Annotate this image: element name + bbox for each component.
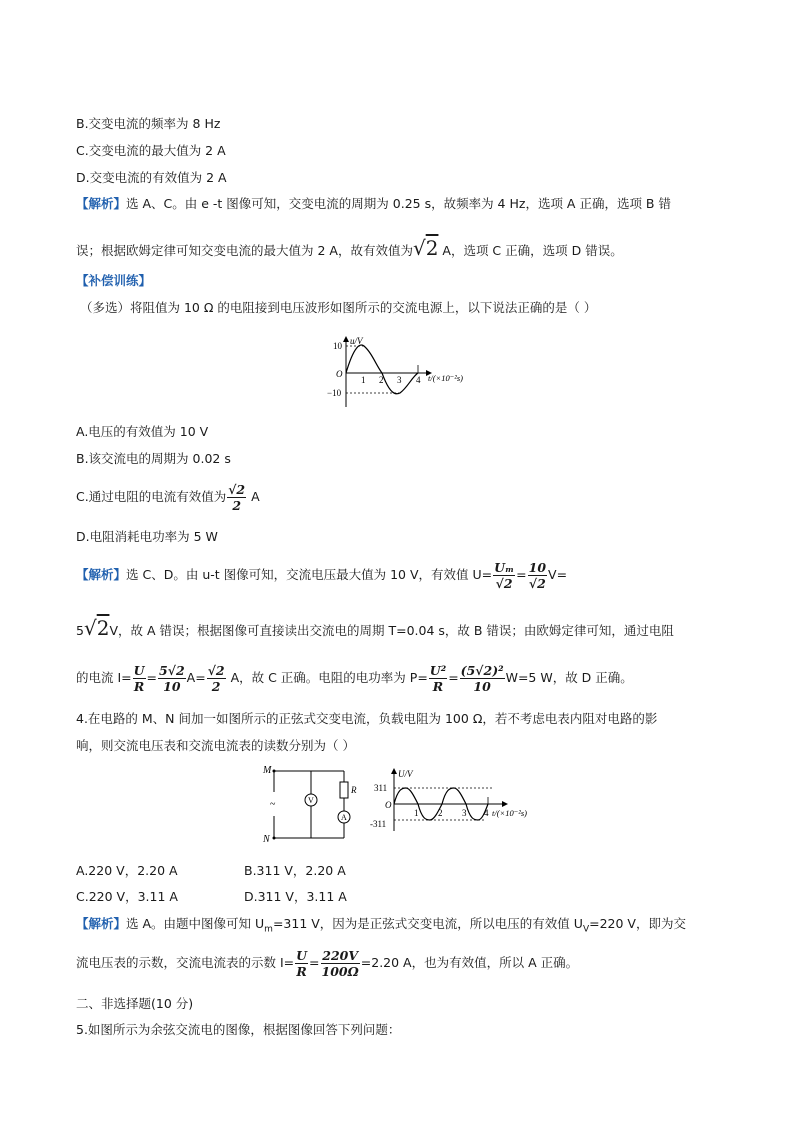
- graph-ymax: 10: [333, 341, 342, 351]
- graph-origin: O: [336, 369, 343, 379]
- fraction: $\frac{5√2}{10}$: [159, 663, 185, 694]
- section-title: 二、非选择题(10 分): [76, 996, 194, 1011]
- q4-option-a: A.220 V，2.20 A: [76, 863, 178, 878]
- q4-option-b: B.311 V，2.20 A: [244, 863, 346, 878]
- comp-analysis-line-3: 的电流 I= $\frac{U}{R}$ = $\frac{5√2}{10}$ A= $\frac{√2}{2}$ A，故 C 正确。电阻的电功率为 P= $\frac{\text{U²}}{R}$ = $\frac{\text{(5√2)²}}{10}$ W=5 W，故 D 正确。: [76, 663, 633, 694]
- q4-option-c: C.220 V，3.11 A: [76, 889, 178, 904]
- graph-ylabel: u/V: [350, 336, 363, 346]
- ammeter-icon: A: [341, 813, 347, 822]
- fraction: $\frac{√2}{2}$: [228, 482, 246, 513]
- terminal-n: N: [263, 834, 270, 844]
- option-d: D.交变电流的有效值为 2 A: [76, 170, 227, 185]
- graph-tick: 2: [379, 375, 384, 385]
- q4-stem-line-1: 4.在电路的 M、N 间加一如图所示的正弦式交变电流，负载电阻为 100 Ω，若不考虑电表内阻对电路的影: [76, 711, 658, 726]
- section-header-compensation: 【补偿训练】: [76, 273, 152, 288]
- ac-source-symbol: ~: [270, 799, 276, 810]
- q4-option-d: D.311 V，3.11 A: [244, 889, 347, 904]
- graph-origin: O: [385, 800, 392, 810]
- option-b: B.交变电流的频率为 8 Hz: [76, 116, 221, 131]
- graph-tick: 3: [462, 808, 467, 818]
- analysis-line-1: 【解析】选 A、C。由 e -t 图像可知，交变电流的周期为 0.25 s，故频率为 4 Hz，选项 A 正确，选项 B 错: [76, 196, 671, 211]
- fraction: $\frac{\text{U²}}{R}$: [429, 663, 447, 694]
- q4-stem-line-2: 响，则交流电压表和交流电流表的读数分别为（ ）: [76, 738, 355, 753]
- comp-stem: （多选）将阻值为 10 Ω 的电阻接到电压波形如图所示的交流电源上，以下说法正确的是（ ）: [80, 300, 597, 315]
- fraction: $\frac{U}{R}$: [133, 663, 145, 694]
- graph-tick: 3: [397, 375, 402, 385]
- graph-ylabel: U/V: [398, 769, 413, 779]
- comp-analysis-line-2: 5√2V，故 A 错误；根据图像可直接读出交流电的周期 T=0.04 s，故 B 错误；由欧姆定律可知，通过电阻: [76, 616, 674, 640]
- graph-xlabel: t/(×10⁻²s): [492, 808, 527, 818]
- analysis-line-2: 误；根据欧姆定律可知交变电流的最大值为 2 A，故有效值为√2 A，选项 C 正确，选项 D 错误。: [76, 236, 623, 260]
- graph-ymin: -311: [370, 819, 387, 829]
- fraction: $\frac{U}{R}$: [296, 948, 308, 979]
- graph-tick: 1: [361, 375, 366, 385]
- fraction: $\frac{10}{√2}$: [528, 560, 547, 591]
- graph-tick: 4: [484, 808, 489, 818]
- comp-analysis-line-1: 【解析】选 C、D。由 u-t 图像可知，交流电压最大值为 10 V，有效值 U= $\frac{\text{Uₘ}}{√2}$ = $\frac{10}{√2}$ V=: [76, 560, 568, 591]
- sqrt-symbol: √: [412, 236, 426, 260]
- graph-ymax: 311: [374, 783, 388, 793]
- fraction: $\frac{√2}{2}$: [207, 663, 225, 694]
- voltmeter-icon: V: [308, 796, 314, 805]
- graph-ymin: −10: [327, 388, 342, 398]
- graph-xlabel: t/(×10⁻²s): [428, 373, 463, 383]
- terminal-m: M: [263, 765, 272, 776]
- comp-option-c: C.通过电阻的电流有效值为 $\frac{√2}{2}$ A: [76, 482, 260, 513]
- comp-option-a: A.电压的有效值为 10 V: [76, 424, 209, 439]
- q4-analysis-line-2: 流电压表的示数，交流电流表的示数 I= $\frac{U}{R}$ = $\frac{220V}{100\Omega}$ =2.20 A，也为有效值，所以 A 正确。: [76, 948, 579, 979]
- comp-option-d: D.电阻消耗电功率为 5 W: [76, 529, 218, 544]
- graph-tick: 4: [416, 375, 421, 385]
- resistor-label: R: [351, 785, 357, 795]
- analysis-tag: 【解析】: [76, 196, 127, 211]
- q5-stem: 5.如图所示为余弦交流电的图像，根据图像回答下列问题：: [76, 1022, 401, 1037]
- voltage-sine-graph-q4: [366, 767, 536, 835]
- q4-analysis-line-1: 【解析】选 A。由题中图像可知 $U_m=311$ V，因为是正弦式交变电流，所以电压的有效值 $U_V=220$ V，即为交: [76, 916, 686, 935]
- fraction: $\frac{\text{Uₘ}}{√2}$: [494, 560, 515, 591]
- voltage-sine-graph: [320, 335, 480, 410]
- option-c: C.交变电流的最大值为 2 A: [76, 143, 226, 158]
- graph-tick: 1: [414, 808, 419, 818]
- fraction: $\frac{\text{(5√2)²}}{10}$: [460, 663, 504, 694]
- fraction: $\frac{220V}{100\Omega}$: [321, 948, 359, 979]
- graph-tick: 2: [438, 808, 443, 818]
- sqrt-symbol: √: [83, 616, 97, 640]
- comp-option-b: B.该交流电的周期为 0.02 s: [76, 451, 231, 466]
- circuit-diagram: [260, 762, 360, 844]
